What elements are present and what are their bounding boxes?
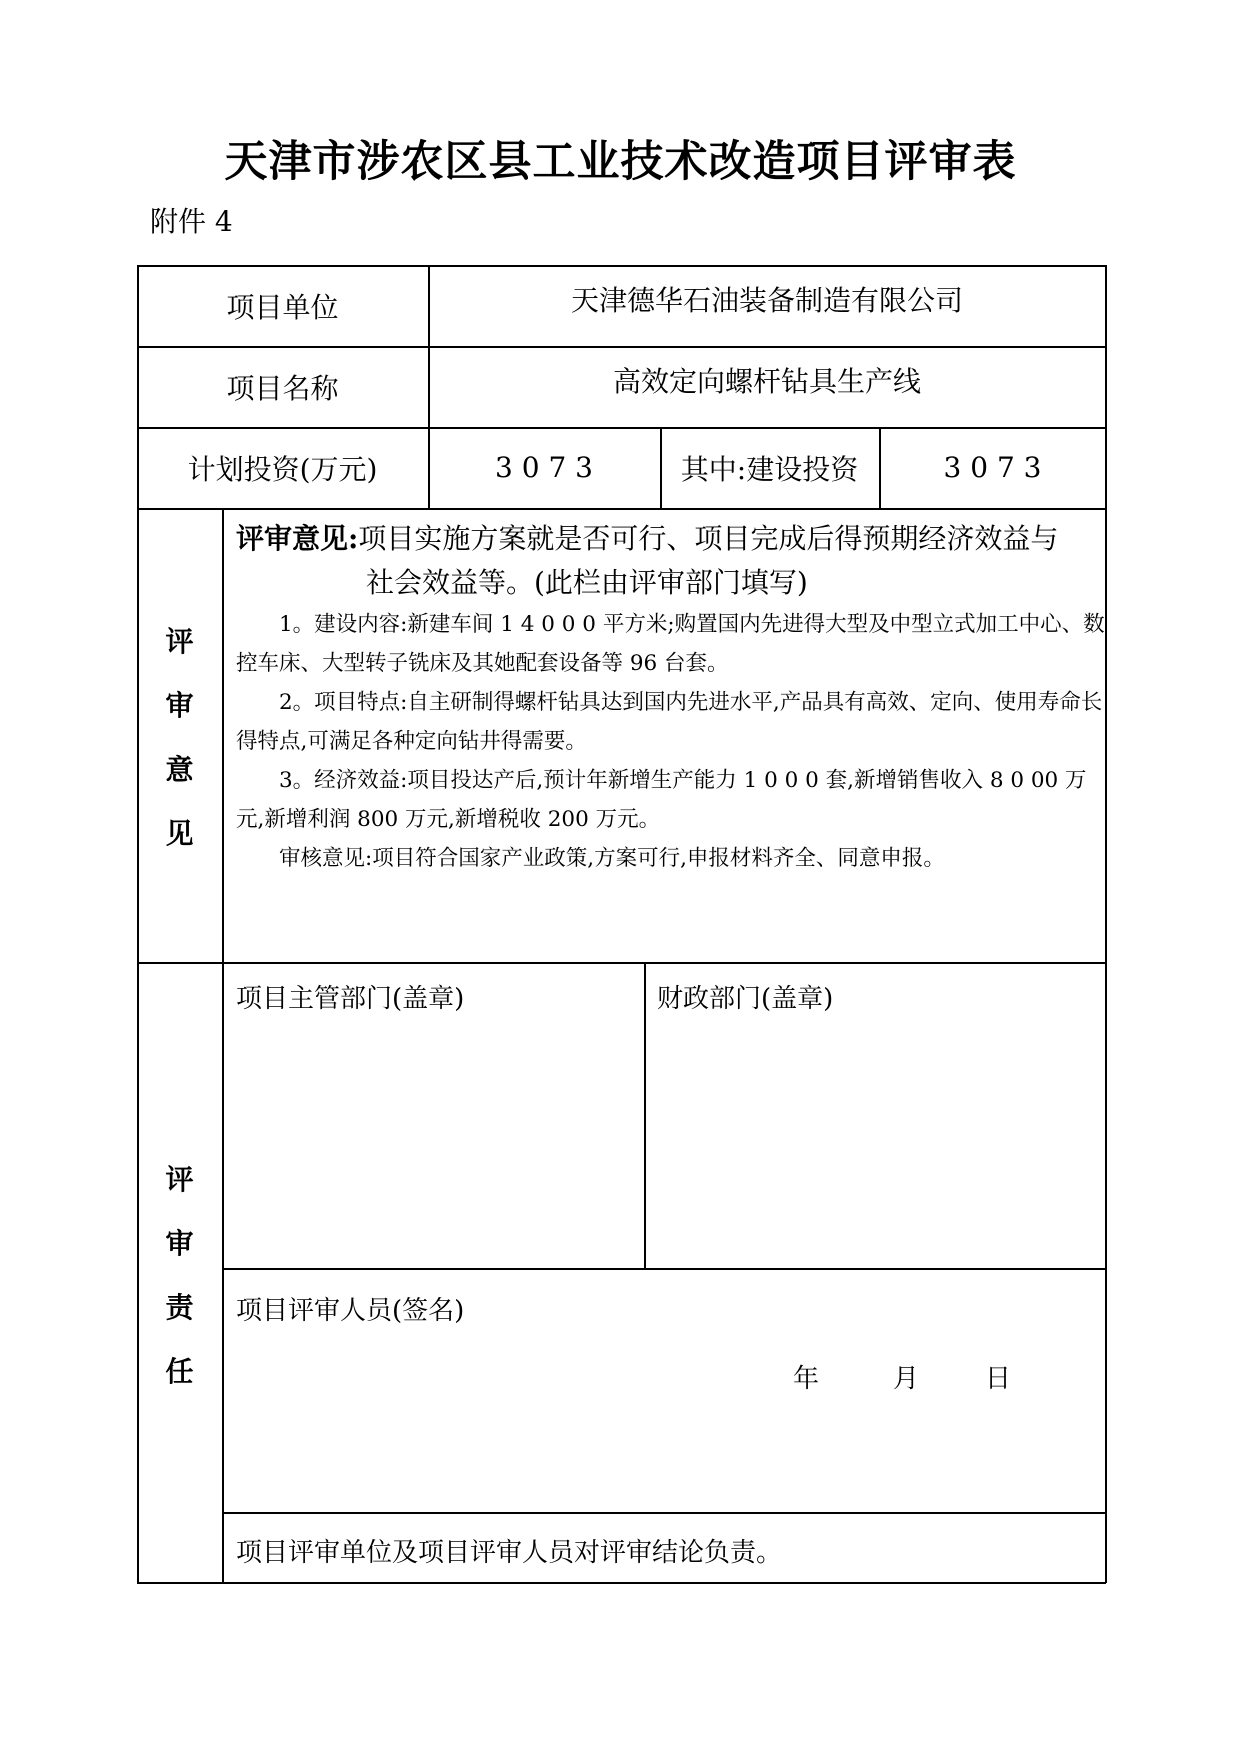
opinion-heading-bold: 评审意见: (236, 522, 359, 555)
opinion-item-construction: 1。建设内容:新建车间 1 4 0 0 0 平方米;购置国内先进得大型及中型立式加工中心、数控车床、大型转子铣床及其她配套设备等 96 台套。 (236, 612, 1105, 676)
date-year: 年 (793, 1364, 820, 1394)
planned-investment-label: 计划投资(万元) (187, 452, 378, 486)
annex-label: 附件 4 (150, 205, 233, 238)
opinion-heading-line2: 社会效益等。(此栏由评审部门填写) (366, 566, 808, 599)
responsibility-side-title (137, 1148, 222, 1404)
responsibility-side-char: 评 (165, 1163, 194, 1196)
unit-value: 天津德华石油装备制造有限公司 (570, 283, 963, 317)
unit-label: 项目单位 (226, 290, 339, 324)
reviewer-signature-label: 项目评审人员(签名) (236, 1296, 465, 1326)
responsibility-statement: 项目评审单位及项目评审人员对评审结论负责。 (236, 1538, 783, 1568)
opinion-review: 审核意见:项目符合国家产业政策,方案可行,申报材料齐全、同意申报。 (279, 846, 945, 871)
construction-investment-label: 其中:建设投资 (680, 452, 859, 486)
opinion-item-features: 2。项目特点:自主研制得螺杆钻具达到国内先进水平,产品具有高效、定向、使用寿命长得特点,可满足各种定向钻井得需要。 (236, 690, 1103, 754)
opinion-heading-text: 项目实施方案就是否可行、项目完成后得预期经济效益与 (358, 522, 1059, 555)
project-name-label: 项目名称 (226, 371, 339, 405)
responsibility-side-char: 责 (165, 1291, 194, 1324)
construction-investment-value: 3 0 7 3 (943, 451, 1042, 484)
responsibility-side-char: 任 (165, 1355, 194, 1388)
date-line (793, 1358, 1011, 1395)
opinion-side-char: 意 (165, 753, 194, 786)
opinion-side-title (137, 610, 222, 866)
opinion-heading (236, 517, 1106, 561)
document-title: 天津市涉农区县工业技术改造项目评审表 (224, 137, 1017, 187)
opinion-side-char: 见 (165, 817, 194, 850)
planned-investment-value: 3 0 7 3 (495, 451, 593, 484)
opinion-item-benefits: 3。经济效益:项目投达产后,预计年新增生产能力 1 0 0 0 套,新增销售收入 8 0 00 万元,新增利润 800 万元,新增税收 200 万元。 (236, 768, 1087, 832)
opinion-side-char: 评 (165, 625, 194, 658)
competent-department-seal-label: 项目主管部门(盖章) (236, 984, 465, 1014)
finance-department-seal-label: 财政部门(盖章) (657, 984, 834, 1014)
date-month: 月 (893, 1364, 920, 1394)
date-day: 日 (985, 1364, 1012, 1394)
opinion-body (236, 517, 1106, 878)
project-name-value: 高效定向螺杆钻具生产线 (612, 364, 921, 398)
opinion-side-char: 审 (165, 689, 194, 722)
responsibility-side-char: 审 (165, 1227, 194, 1260)
